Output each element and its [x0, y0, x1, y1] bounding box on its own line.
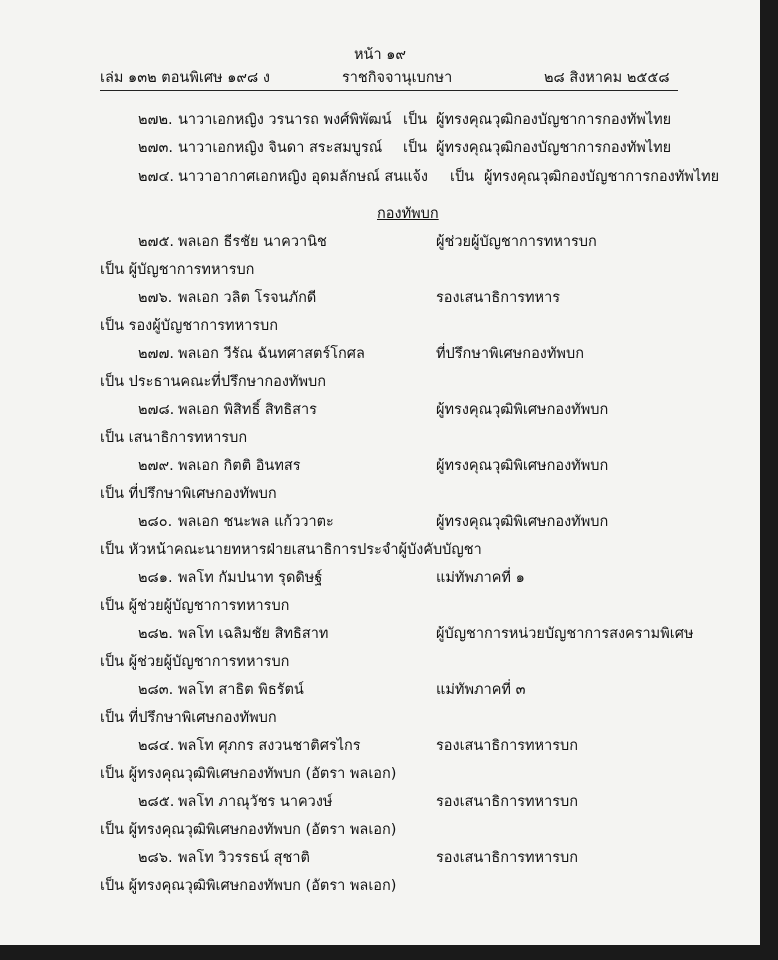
entry-name: พลเอก วีรัณ ฉันทศาสตร์โกศล	[178, 346, 365, 362]
entry-number: ๒๗๖.	[138, 290, 173, 306]
header-rule	[100, 90, 678, 91]
entry-current-position: ผู้ทรงคุณวุฒิพิเศษกองทัพบก	[436, 514, 609, 530]
entry-name: พลโท วิวรรธน์ สุชาติ	[178, 850, 310, 866]
entry-new-position: เป็น ผู้บัญชาการทหารบก	[100, 262, 255, 278]
entry-as: เป็น	[403, 112, 428, 128]
entry-name: นาวาเอกหญิง จินดา สระสมบูรณ์	[178, 140, 383, 156]
entry-name: พลโท เฉลิมชัย สิทธิสาท	[178, 626, 329, 642]
entry-name: พลโท กัมปนาท รุดดิษฐ์	[178, 570, 323, 586]
entry-number: ๒๘๖.	[138, 850, 173, 866]
entry-as: เป็น	[403, 140, 428, 156]
entry-name: นาวาอากาศเอกหญิง อุดมลักษณ์ สนแจ้ง	[178, 169, 429, 185]
entry-number: ๒๗๗.	[138, 346, 174, 362]
entry-name: พลเอก ชนะพล แก้ววาตะ	[178, 514, 334, 530]
gazette-name: ราชกิจจานุเบกษา	[342, 70, 453, 86]
entry-number: ๒๘๒.	[138, 626, 173, 642]
entry-name: พลโท ภาณุวัชร นาควงษ์	[178, 794, 333, 810]
entry-position: ผู้ทรงคุณวุฒิกองบัญชาการกองทัพไทย	[436, 112, 672, 128]
entry-new-position: เป็น รองผู้บัญชาการทหารบก	[100, 318, 279, 334]
entry-new-position: เป็น เสนาธิการทหารบก	[100, 430, 248, 446]
entry-name: พลเอก ธีรชัย นาควานิช	[178, 234, 327, 250]
entry-new-position: เป็น ผู้ทรงคุณวุฒิพิเศษกองทัพบก (อัตรา พลเอก)	[100, 766, 397, 782]
entry-new-position: เป็น ผู้ทรงคุณวุฒิพิเศษกองทัพบก (อัตรา พลเอก)	[100, 878, 397, 894]
entry-current-position: รองเสนาธิการทหาร	[436, 290, 561, 306]
entry-name: นาวาเอกหญิง วรนารถ พงศ์พิพัฒน์	[178, 112, 392, 128]
entry-number: ๒๘๔.	[138, 738, 175, 754]
entry-current-position: ที่ปรึกษาพิเศษกองทัพบก	[436, 346, 584, 362]
entry-new-position: เป็น หัวหน้าคณะนายทหารฝ่ายเสนาธิการประจำผู้บังคับบัญชา	[100, 542, 482, 558]
entry-current-position: ผู้ช่วยผู้บัญชาการทหารบก	[436, 234, 597, 250]
entry-new-position: เป็น ที่ปรึกษาพิเศษกองทัพบก	[100, 486, 277, 502]
entry-number: ๒๘๑.	[138, 570, 173, 586]
entry-current-position: รองเสนาธิการทหารบก	[436, 794, 579, 810]
entry-number: ๒๗๕.	[138, 234, 175, 250]
entry-new-position: เป็น ผู้ช่วยผู้บัญชาการทหารบก	[100, 598, 290, 614]
entry-current-position: ผู้ทรงคุณวุฒิพิเศษกองทัพบก	[436, 402, 609, 418]
entry-name: พลโท สาธิต พิธรัตน์	[178, 682, 304, 698]
entry-position: ผู้ทรงคุณวุฒิกองบัญชาการกองทัพไทย	[436, 140, 672, 156]
entry-name: พลโท ศุภกร สงวนชาติศรไกร	[178, 738, 361, 754]
entry-number: ๒๘๓.	[138, 682, 174, 698]
entry-position: ผู้ทรงคุณวุฒิกองบัญชาการกองทัพไทย	[484, 169, 720, 185]
entry-number: ๒๗๘.	[138, 402, 175, 418]
publish-date: ๒๘ สิงหาคม ๒๕๕๘	[544, 70, 670, 86]
entry-number: ๒๘๕.	[138, 794, 175, 810]
entry-new-position: เป็น ผู้ช่วยผู้บัญชาการทหารบก	[100, 654, 290, 670]
entry-as: เป็น	[450, 169, 475, 185]
entry-new-position: เป็น ประธานคณะที่ปรึกษากองทัพบก	[100, 374, 327, 390]
entry-current-position: แม่ทัพภาคที่ ๓	[436, 682, 526, 698]
entry-new-position: เป็น ที่ปรึกษาพิเศษกองทัพบก	[100, 710, 277, 726]
entry-number: ๒๘๐.	[138, 514, 173, 530]
entry-name: พลเอก พิสิทธิ์ สิทธิสาร	[178, 402, 317, 418]
entry-current-position: รองเสนาธิการทหารบก	[436, 738, 579, 754]
entry-number: ๒๗๒.	[138, 112, 173, 128]
entry-current-position: รองเสนาธิการทหารบก	[436, 850, 579, 866]
entry-name: พลเอก กิตติ อินทสร	[178, 458, 301, 474]
section-title: กองทัพบก	[377, 206, 439, 222]
entry-number: ๒๗๙.	[138, 458, 174, 474]
entry-current-position: ผู้ทรงคุณวุฒิพิเศษกองทัพบก	[436, 458, 609, 474]
entry-current-position: ผู้บัญชาการหน่วยบัญชาการสงครามพิเศษ	[436, 626, 694, 642]
entry-number: ๒๗๔.	[138, 169, 175, 185]
volume-info: เล่ม ๑๓๒ ตอนพิเศษ ๑๙๘ ง	[100, 70, 270, 86]
entry-new-position: เป็น ผู้ทรงคุณวุฒิพิเศษกองทัพบก (อัตรา พลเอก)	[100, 822, 397, 838]
page-number: หน้า ๑๙	[353, 47, 407, 63]
entry-number: ๒๗๓.	[138, 140, 173, 156]
entry-name: พลเอก วลิต โรจนภักดี	[178, 290, 317, 306]
entry-current-position: แม่ทัพภาคที่ ๑	[436, 570, 525, 586]
